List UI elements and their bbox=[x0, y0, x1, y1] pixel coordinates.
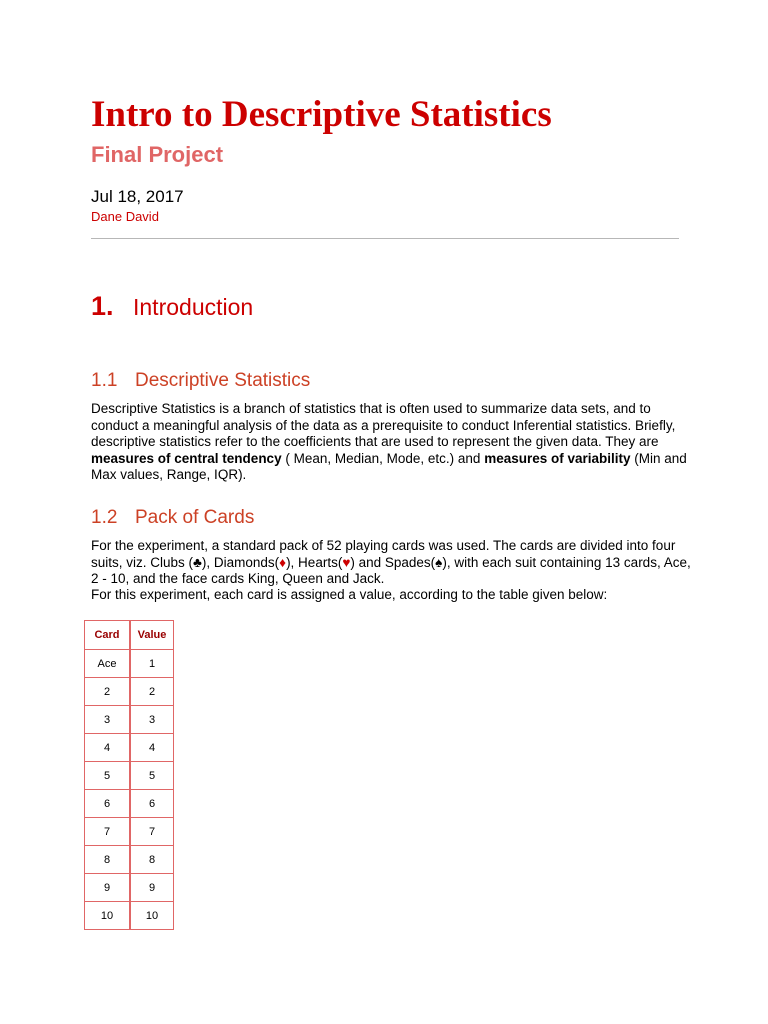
table-row bbox=[85, 734, 173, 762]
value-cell: 4 bbox=[131, 734, 173, 762]
card-cell: 10 bbox=[85, 902, 131, 929]
card-value-table bbox=[84, 620, 174, 930]
document-author: Dane David bbox=[91, 209, 159, 224]
card-cell: 8 bbox=[85, 846, 131, 874]
card-cell: 6 bbox=[85, 790, 131, 818]
table-row bbox=[85, 818, 173, 846]
subsection-title: Descriptive Statistics bbox=[135, 370, 311, 391]
card-cell: 9 bbox=[85, 874, 131, 902]
bold-term-central-tendency: measures of central tendency bbox=[91, 450, 282, 466]
table-row bbox=[85, 706, 173, 734]
paragraph-text: ), with each suit containing 13 cards, Ace, 2 - 10, and the face cards King, Queen and Jack. bbox=[91, 554, 691, 587]
descriptive-statistics-paragraph bbox=[91, 401, 691, 484]
value-cell: 3 bbox=[131, 706, 173, 734]
value-cell: 6 bbox=[131, 790, 173, 818]
value-cell: 5 bbox=[131, 762, 173, 790]
column-header-value: Value bbox=[131, 621, 173, 650]
document-subtitle: Final Project bbox=[91, 142, 224, 167]
paragraph-text: ), Diamonds( bbox=[201, 554, 280, 570]
card-cell: 5 bbox=[85, 762, 131, 790]
section-heading-introduction bbox=[91, 289, 253, 324]
table-row bbox=[85, 874, 173, 902]
paragraph-text: Descriptive Statistics is a branch of statistics that is often used to summarize data sets, and to conduct a meaningful analysis of the data as a prerequisite to conduct Inferential statistics. Briefly, descriptive statistics refer to the coefficients that are used to represent the given data. They are bbox=[91, 401, 676, 450]
subsection-heading-descriptive-statistics bbox=[91, 369, 310, 393]
card-value-intro-paragraph: For this experiment, each card is assigned a value, according to the table given below: bbox=[91, 587, 608, 602]
card-cell: 2 bbox=[85, 678, 131, 706]
value-cell: 9 bbox=[131, 874, 173, 902]
document-date: Jul 18, 2017 bbox=[91, 187, 184, 206]
subsection-number: 1.2 bbox=[91, 507, 118, 528]
diamond-suit-icon: ♦ bbox=[279, 554, 287, 570]
pack-of-cards-paragraph bbox=[91, 538, 691, 588]
table-row bbox=[85, 790, 173, 818]
value-cell: 2 bbox=[131, 678, 173, 706]
paragraph-text: For the experiment, a standard pack of 52 playing cards was used. The cards are divided into four suits, viz. Clubs ( bbox=[91, 538, 676, 570]
value-cell: 8 bbox=[131, 846, 173, 874]
section-number: 1. bbox=[91, 291, 114, 321]
paragraph-text: ), Hearts( bbox=[286, 554, 343, 570]
column-header-card: Card bbox=[85, 621, 131, 650]
card-cell: 4 bbox=[85, 734, 131, 762]
paragraph-text: ) and Spades( bbox=[350, 554, 436, 570]
paragraph-text: (Min and Max values, Range, IQR). bbox=[91, 450, 687, 483]
table-row bbox=[85, 846, 173, 874]
card-cell: 3 bbox=[85, 706, 131, 734]
spade-suit-icon: ♠ bbox=[435, 554, 443, 570]
subsection-heading-pack-of-cards bbox=[91, 506, 254, 530]
card-cell: Ace bbox=[85, 650, 131, 678]
value-cell: 7 bbox=[131, 818, 173, 846]
table-row bbox=[85, 762, 173, 790]
document-title: Intro to Descriptive Statistics bbox=[91, 94, 552, 135]
table-header-row bbox=[85, 621, 173, 650]
subsection-title: Pack of Cards bbox=[135, 507, 255, 528]
heart-suit-icon: ♥ bbox=[342, 554, 351, 570]
table-row bbox=[85, 678, 173, 706]
table-row bbox=[85, 902, 173, 929]
table-row bbox=[85, 650, 173, 678]
section-title: Introduction bbox=[133, 294, 254, 320]
horizontal-divider bbox=[91, 238, 679, 239]
value-cell: 1 bbox=[131, 650, 173, 678]
paragraph-text: ( Mean, Median, Mode, etc.) and bbox=[281, 450, 485, 466]
subsection-number: 1.1 bbox=[91, 370, 118, 391]
value-cell: 10 bbox=[145, 909, 159, 922]
bold-term-variability: measures of variability bbox=[484, 450, 631, 466]
card-cell: 7 bbox=[85, 818, 131, 846]
club-suit-icon: ♣ bbox=[193, 554, 202, 570]
